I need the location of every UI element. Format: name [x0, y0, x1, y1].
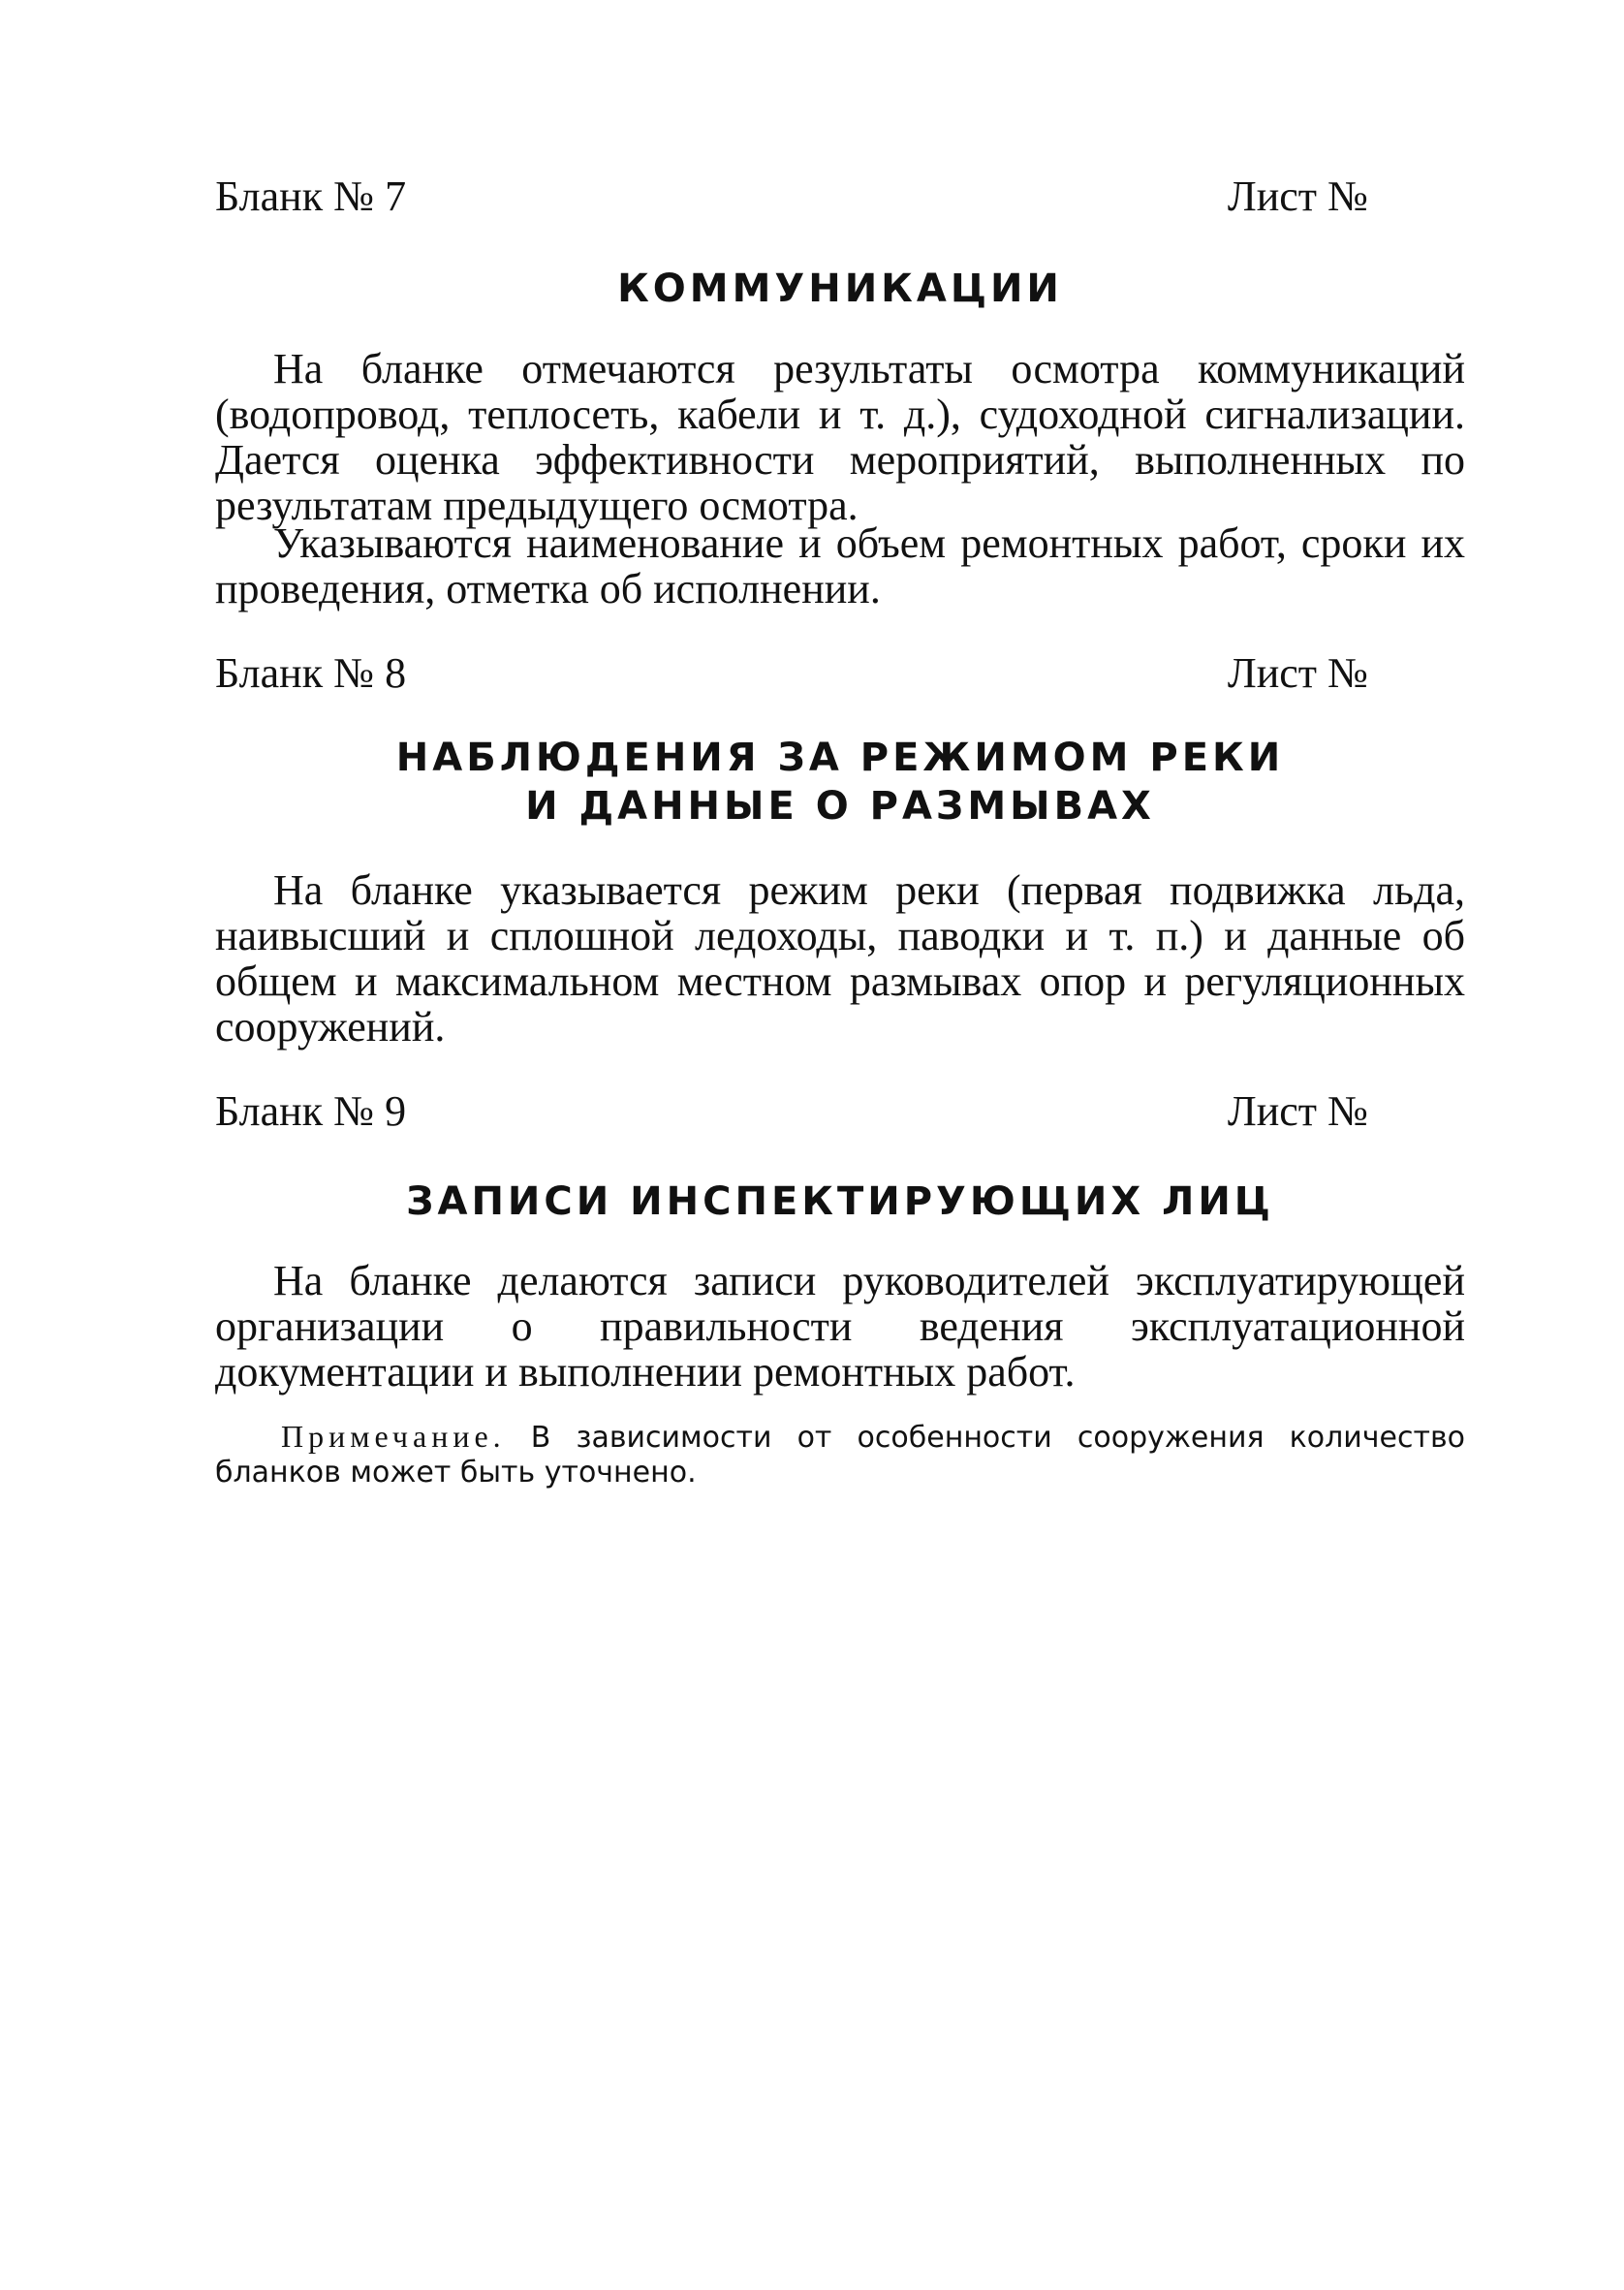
note-label: Примечание.	[281, 1419, 506, 1454]
form-8-label: Бланк № 8	[215, 649, 407, 697]
form-7-label: Бланк № 7	[215, 173, 407, 220]
form-7-paragraph-1: На бланке отмечаются результаты осмотра коммуникаций (водопровод, теплосеть, кабели и т. д.), судоходной сигнализации. Дается оценка эффективности мероприятий, выполненных по результатам предыдущего осмотра.	[215, 345, 1465, 529]
note-text: В зависимости от особенности сооружения количество бланков может быть уточнено.	[215, 1421, 1465, 1490]
form-9-label: Бланк № 9	[215, 1087, 407, 1135]
form-9-title: ЗАПИСИ ИНСПЕКТИРУЮЩИХ ЛИЦ	[406, 1179, 1274, 1224]
form-8-header	[215, 649, 1368, 698]
form-9-paragraph-1: На бланке делаются записи руководителей эксплуатирующей организации о правильности ведения эксплуатационной документации и выполнении ремонтных работ.	[215, 1257, 1465, 1396]
form-7-header	[215, 173, 1368, 221]
form-8-sheet-label: Лист №	[1227, 649, 1368, 697]
form-8-title-line-2: И ДАННЫЕ О РАЗМЫВАХ	[525, 784, 1155, 829]
note	[215, 1419, 1465, 1490]
form-7-title: КОММУНИКАЦИИ	[617, 267, 1063, 311]
form-7-sheet-label: Лист №	[1227, 173, 1368, 220]
form-9-sheet-label: Лист №	[1227, 1087, 1368, 1135]
form-8-paragraph-1: На бланке указывается режим реки (первая подвижка льда, наивысший и сплошной ледоходы, паводки и т. п.) и данные об общем и максимальном местном размывах опор и регуляционных сооружений.	[215, 866, 1465, 1051]
form-8-title-line-1: НАБЛЮДЕНИЯ ЗА РЕЖИМОМ РЕКИ	[395, 736, 1285, 780]
form-7-paragraph-2: Указываются наименование и объем ремонтных работ, сроки их проведения, отметка об исполнении.	[215, 519, 1465, 612]
form-9-header	[215, 1087, 1368, 1136]
